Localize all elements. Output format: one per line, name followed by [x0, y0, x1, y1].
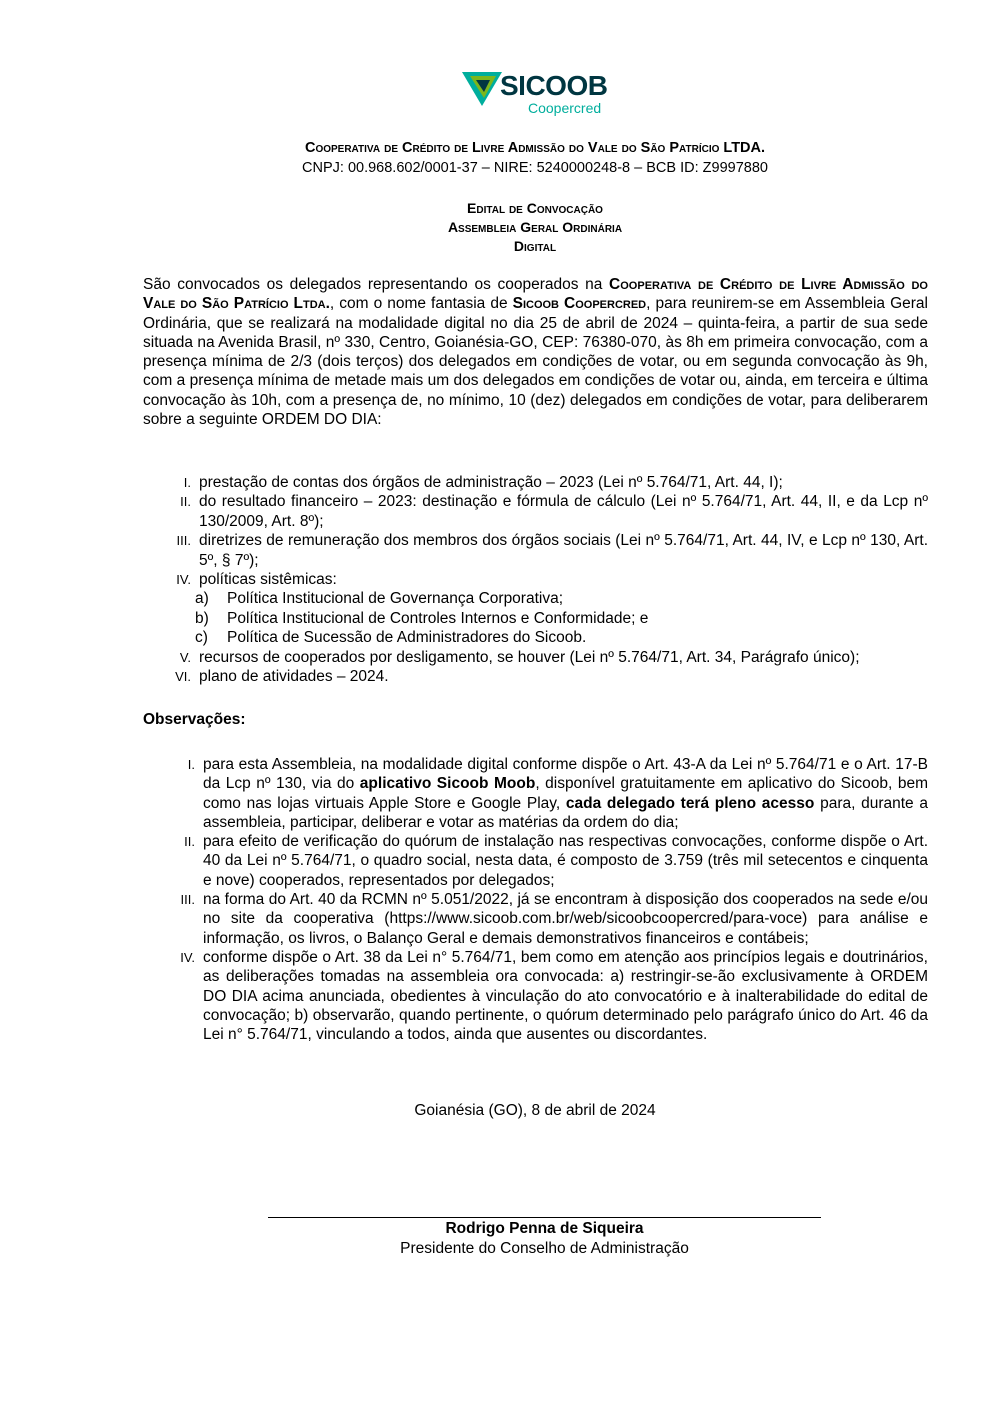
- agenda-sub-item: [143, 609, 928, 628]
- agenda-item-text: plano de atividades – 2024.: [199, 668, 389, 686]
- agenda-sub-item: [143, 589, 928, 608]
- agenda-sub-item-num: c): [195, 629, 208, 647]
- observation-item: [143, 890, 928, 948]
- observation-item: [143, 755, 928, 832]
- intro-coop-name: Cooperativa de Crédito de Livre Admissão do Vale do São Patrício Ltda.: [143, 276, 928, 313]
- observation-app-name: aplicativo Sicoob Moob: [359, 775, 536, 793]
- agenda-item-num: VI.: [175, 669, 191, 685]
- place-date: Goianésia (GO), 8 de abril de 2024: [414, 1102, 656, 1119]
- agenda-sub-item: [143, 628, 928, 647]
- observation-num: II.: [184, 834, 195, 850]
- agenda-sub-item-num: b): [195, 609, 209, 627]
- agenda-item-text: recursos de cooperados por desligamento, se houver (Lei nº 5.764/71, Art. 34, Parágrafo único);: [199, 648, 860, 666]
- observation-text: para efeito de verificação do quórum de instalação nas respectivas convocações, conforme dispõe o Art. 40 da Lei nº 5.764/71, o quadro social, nesta data, é composto de 3.759 (três mil setecentos e cinquenta e nove) cooperados, representados por delegados;: [203, 833, 928, 889]
- observations-list: [143, 755, 928, 1044]
- observations-heading: Observações:: [143, 711, 246, 728]
- intro-part-1: São convocados os delegados representando os cooperados na: [143, 276, 610, 293]
- agenda-item-text: prestação de contas dos órgãos de administração – 2023 (Lei nº 5.764/71, Art. 44, I);: [199, 474, 783, 491]
- observation-emphasis: cada delegado terá pleno acesso: [565, 794, 815, 812]
- agenda-item-text: do resultado financeiro – 2023: destinação e fórmula de cálculo (Lei nº 5.764/71, Art. 44, II, e da Lcp nº 130/2009, Art. 8º);: [199, 493, 928, 530]
- agenda-sub-item-text: Política Institucional de Governança Corporativa;: [227, 590, 564, 608]
- intro-part-3: , para reunirem-se em Assembleia Geral Ordinária, que se realizará na modalidade digital no dia 25 de abril de 2024 – quinta-feira, a partir de sua sede situada na Avenida Brasil, nº 330, Centro, Goianésia-GO, CEP: 76380-070, às 8h em primeira convocação, com a presença mínima de 2/3 (dois terços) dos delegados em condições de votar, ou em segunda convocação às 9h, com a presença mínima de metade mais um dos delegados em condições de votar ou, ainda, em terceira e última convocação às 10h, com a presença de, no mínimo, 10 (dez) delegados em condições de votar, para deliberarem sobre a seguinte ORDEM DO DIA:: [143, 295, 928, 429]
- edital-line-1: Edital de Convocação: [467, 200, 603, 216]
- observation-text-part: , disponível gratuitamente em aplicativo do Sicoob, bem como nas lojas virtuais Apple Store e Google Play,: [203, 775, 928, 812]
- agenda-item-num: II.: [180, 494, 191, 510]
- edital-line-3: Digital: [513, 238, 557, 254]
- observation-text-part: para esta Assembleia, na modalidade digital conforme dispõe o Art. 43-A da Lei nº 5.764/71 e o Art. 17-B da Lcp nº 130, via do: [203, 756, 928, 793]
- agenda-item: [143, 473, 928, 492]
- sicoob-logo: [462, 70, 622, 120]
- signatory-name: Rodrigo Penna de Siqueira: [445, 1220, 644, 1237]
- agenda-list: [143, 473, 928, 686]
- intro-part-2: , com o nome fantasia de: [329, 295, 513, 313]
- agenda-sub-item-num: a): [195, 590, 209, 608]
- agenda-item-num: IV.: [176, 572, 191, 588]
- agenda-item: [143, 570, 928, 589]
- agenda-item: [143, 531, 928, 570]
- observation-num: III.: [180, 892, 195, 908]
- logo-brand: SICOOB: [500, 70, 608, 101]
- agenda-item-num: V.: [179, 649, 191, 665]
- agenda-item: [143, 492, 928, 531]
- observation-item: [143, 832, 928, 890]
- agenda-item-text: políticas sistêmicas:: [199, 571, 337, 589]
- agenda-sub-item-text: Política Institucional de Controles Internos e Conformidade; e: [227, 609, 649, 627]
- edital-line-2: Assembleia Geral Ordinária: [447, 219, 623, 235]
- signature-line: [268, 1217, 821, 1218]
- sicoob-logo-icon: [462, 70, 502, 110]
- observation-text: conforme dispõe o Art. 38 da Lei n° 5.764/71, bem como em atenção aos princípios legais e doutrinários, as deliberações tomadas na assembleia ora convocada: a) restringir-se-ão exclusivamente à ORDEM DO DIA acima anunciada, obedientes à vinculação do ato convocatório e à inalterabilidade do edital de convocação; b) observarão, quando pertinente, o quórum determinado pelo parágrafo único do Art. 46 da Lei n° 5.764/71, vinculando a todos, ainda que ausentes ou discordantes.: [203, 948, 928, 1044]
- observation-text-part: para, durante a assembleia, participar, deliberar e votar as matérias da ordem do dia;: [203, 794, 928, 831]
- agenda-item: [143, 667, 928, 686]
- agenda-item-text: diretrizes de remuneração dos membros dos órgãos sociais (Lei nº 5.764/71, Art. 44, IV, e Lcp nº 130, Art. 5º, § 7º);: [199, 532, 928, 569]
- observation-item: [143, 948, 928, 1044]
- agenda-item: [143, 648, 928, 667]
- observation-num: IV.: [180, 949, 195, 965]
- edital-title: [100, 199, 970, 256]
- org-name: Cooperativa de Crédito de Livre Admissão do Vale do São Patrício LTDA.: [304, 140, 766, 156]
- org-ids: CNPJ: 00.968.602/0001-37 – NIRE: 5240000248-8 – BCB ID: Z9997880: [302, 160, 768, 176]
- agenda-sub-item-text: Política de Sucessão de Administradores do Sicoob.: [227, 629, 587, 647]
- agenda-item-num: III.: [176, 533, 191, 549]
- agenda-item-num: I.: [183, 475, 191, 490]
- signatory-role: Presidente do Conselho de Administração: [400, 1240, 689, 1257]
- observation-text: na forma do Art. 40 da RCMN nº 5.051/2022, já se encontram à disposição dos cooperados na sede e/ou no site da cooperativa (https://www.sicoob.com.br/web/sicoobcoopercred/para-voce) para análise e informação, os livros, o Balanço Geral e demais demonstrativos financeiros e contábeis;: [203, 891, 928, 947]
- intro-paragraph: [143, 275, 928, 429]
- logo-sub: Coopercred: [528, 100, 602, 116]
- observation-text: [203, 755, 928, 832]
- intro-fantasy-name: Sicoob Coopercred: [512, 295, 647, 313]
- observation-num: I.: [187, 757, 195, 772]
